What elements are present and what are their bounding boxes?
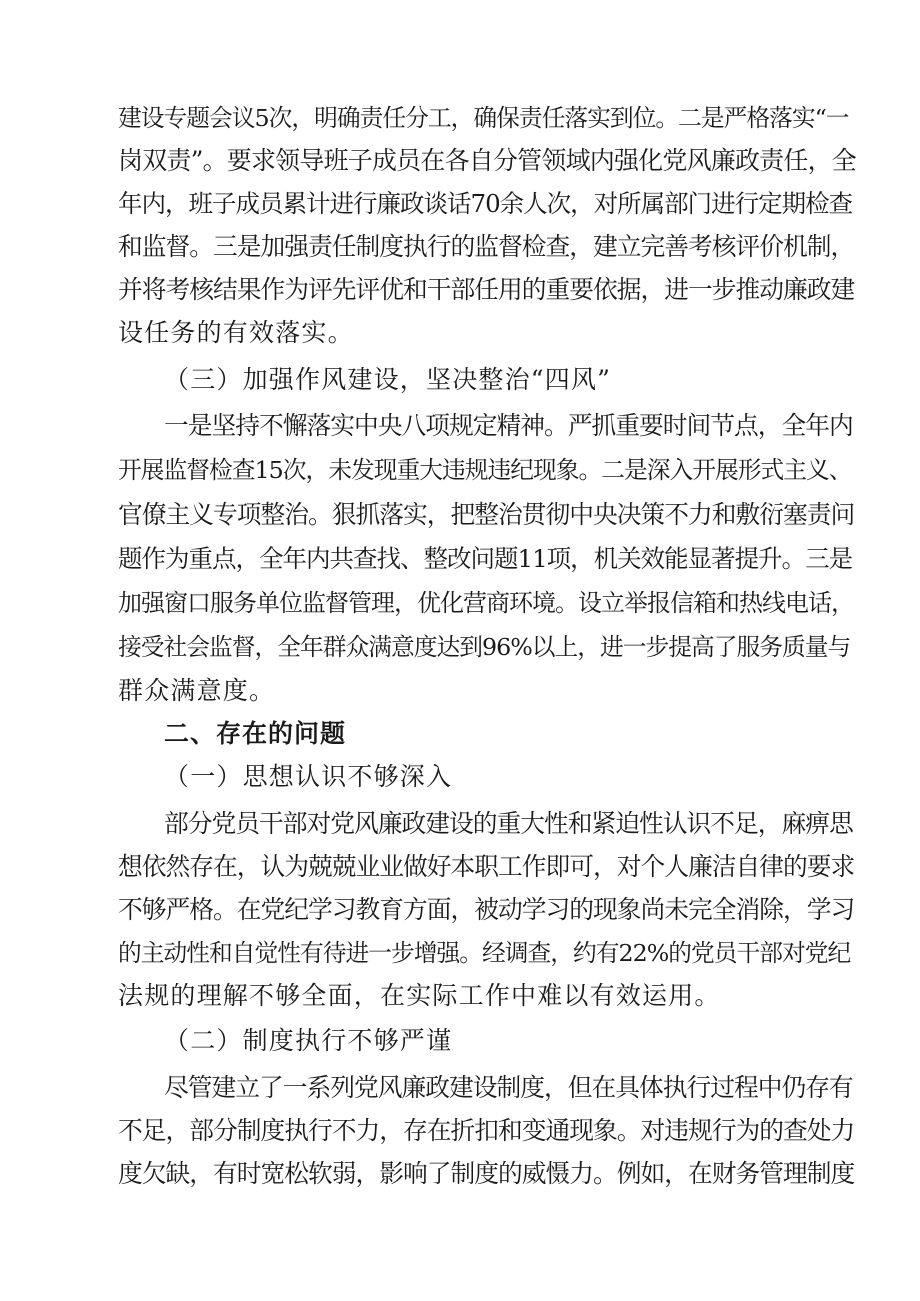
paragraph-line: 和监督。三是加强责任制度执行的监督检查，建立完善考核评价机制， <box>118 232 855 261</box>
paragraph-line: 岗双责”。要求领导班子成员在各自分管领域内强化党风廉政责任，全 <box>118 146 856 175</box>
paragraph-line: 部分党员干部对党风廉政建设的重大性和紧迫性认识不足，麻痹思 <box>164 809 853 838</box>
paragraph-line: 不足，部分制度执行不力，存在折扣和变通现象。对违规行为的查处力 <box>118 1116 855 1145</box>
paragraph-line: 不够严格。在党纪学习教育方面，被动学习的现象尚未完全消除，学习 <box>118 895 855 924</box>
paragraph-line: 设任务的有效落实。 <box>118 318 354 347</box>
section-heading: 二、存在的问题 <box>164 719 347 748</box>
paragraph-line: 群众满意度。 <box>118 676 276 705</box>
paragraph-line: 一是坚持不懈落实中央八项规定精神。严抓重要时间节点，全年内 <box>164 411 853 440</box>
paragraph-line: 开展监督检查15次，未发现重大违规违纪现象。二是深入开展形式主义、 <box>118 456 852 484</box>
paragraph-line: 的主动性和自觉性有待进一步增强。经调查，约有22%的党员干部对党纪 <box>118 939 851 967</box>
paragraph-line: 并将考核结果作为评先评优和干部任用的重要依据，进一步推动廉政建 <box>118 275 855 304</box>
subheading-one: （一）思想认识不够深入 <box>164 762 453 791</box>
paragraph-line: 加强窗口服务单位监督管理，优化营商环境。设立举报信箱和热线电话， <box>118 589 854 617</box>
paragraph-line: 接受社会监督，全年群众满意度达到96%以上，进一步提高了服务质量与 <box>118 633 851 661</box>
subheading-two: （二）制度执行不够严谨 <box>164 1026 453 1055</box>
paragraph-line: 尽管建立了一系列党风廉政建设制度，但在具体执行过程中仍存有 <box>164 1073 853 1102</box>
paragraph-line: 想依然存在，认为兢兢业业做好本职工作即可，对个人廉洁自律的要求 <box>118 852 855 881</box>
paragraph-line: 年内，班子成员累计进行廉政谈话70余人次，对所属部门进行定期检查 <box>118 189 853 218</box>
paragraph-line: 题作为重点，全年内共查找、整改问题11项，机关效能显著提升。三是 <box>118 544 853 573</box>
paragraph-line: 建设专题会议5次，明确责任分工，确保责任落实到位。二是严格落实“一 <box>118 104 849 132</box>
paragraph-line: 法规的理解不够全面，在实际工作中难以有效运用。 <box>118 981 721 1010</box>
paragraph-line: 官僚主义专项整治。狠抓落实，把整治贯彻中央决策不力和敷衍塞责问 <box>118 500 855 529</box>
paragraph-line: 度欠缺，有时宽松软弱，影响了制度的威慑力。例如，在财务管理制度 <box>118 1159 855 1188</box>
subheading-three: （三）加强作风建设，坚决整治“四风” <box>164 365 612 394</box>
